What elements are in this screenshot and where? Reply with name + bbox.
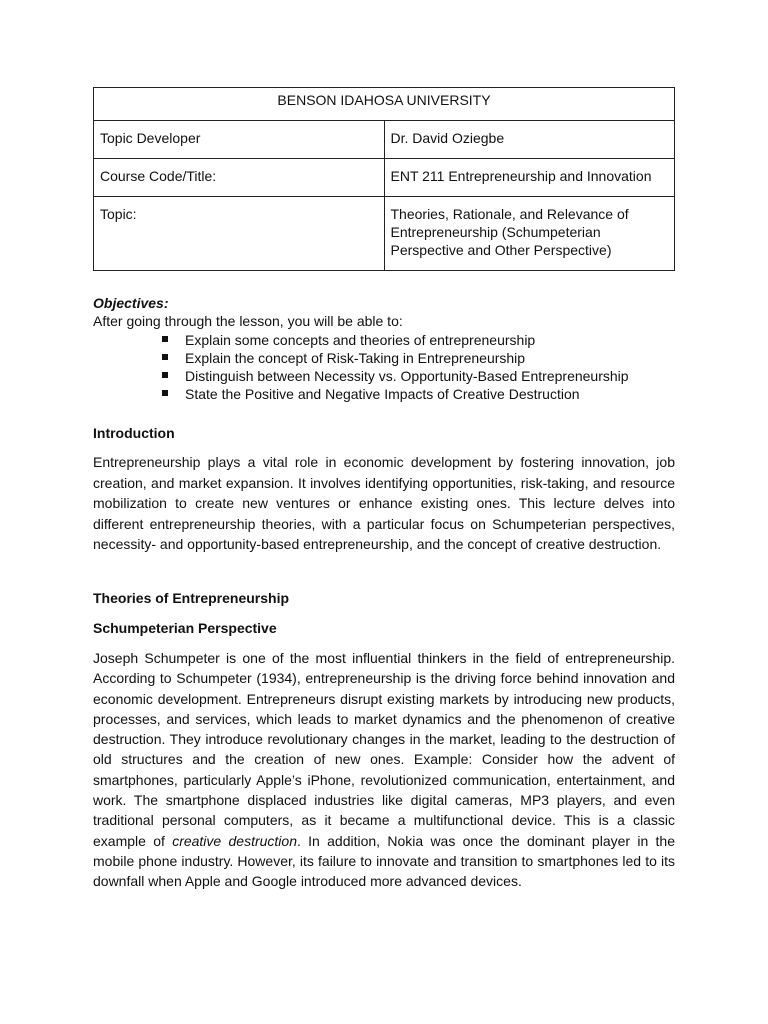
table-row-course (94, 159, 675, 197)
list-item (160, 385, 629, 403)
schumpeterian-paragraph (93, 648, 675, 892)
emphasis-text: creative destruction (172, 832, 297, 849)
university-name: BENSON IDAHOSA UNIVERSITY (94, 88, 675, 121)
list-item-text: Explain some concepts and theories of entrepreneurship (185, 332, 536, 348)
objectives-list (160, 331, 629, 403)
introduction-paragraph: Entrepreneurship plays a vital role in economic development by fostering innovation, job creation, and market expansion. It involves identifying opportunities, risk-taking, and resource mobilization to create new ventures or enhance existing ones. This lecture delves into different entrepreneurship theories, with a particular focus on Schumpeterian perspectives, necessity- and opportunity-based entrepreneurship, and the concept of creative destruction. (93, 454, 675, 552)
table-row-topic-developer (94, 121, 675, 159)
square-bullet-icon (162, 372, 168, 378)
square-bullet-icon (162, 336, 168, 342)
list-item (160, 349, 629, 367)
table-header-row (94, 88, 675, 121)
paragraph-text: Joseph Schumpeter is one of the most influential thinkers in the field of entrepreneurship. According to Schumpeter (1934), entrepreneurship is the driving force behind innovation and economic development. Entrepreneurs disrupt existing markets by introducing new products, processes, and services, which leads to market dynamics and the phenomenon of creative destruction. They introduce revolutionary changes in the market, leading to the destruction of old structures and the creation of new ones. Example: Consider how the advent of smartphones, particularly Apple’s iPhone, revolutionized communication, entertainment, and work. The smartphone displaced industries like digital cameras, MP3 players, and even traditional personal computers, as it became a multifunctional device. This is a classic example of (93, 650, 675, 849)
list-item-text: Explain the concept of Risk-Taking in Entrepreneurship (185, 350, 526, 366)
list-item (160, 367, 629, 385)
introduction-heading: Introduction (93, 425, 175, 441)
objectives-heading: Objectives: (93, 295, 169, 311)
row-label: Topic Developer (94, 121, 385, 159)
list-item (160, 331, 629, 349)
row-value: Dr. David Oziegbe (384, 121, 675, 159)
list-item-text: Distinguish between Necessity vs. Opportunity-Based Entrepreneurship (185, 368, 629, 384)
course-info-table (93, 87, 675, 271)
square-bullet-icon (162, 390, 168, 396)
paragraph-text: . In addition, Nokia was once the dominant player in the mobile phone industry. However, its failure to innovate and transition to smartphones led to its downfall when Apple and Google introduced more advanced devices. (93, 832, 675, 890)
row-label: Course Code/Title: (94, 159, 385, 197)
table-row-topic (94, 197, 675, 271)
row-value: ENT 211 Entrepreneurship and Innovation (384, 159, 675, 197)
row-value: Theories, Rationale, and Relevance of Entrepreneurship (Schumpeterian Perspective and Other Perspective) (384, 197, 675, 271)
schumpeterian-subheading: Schumpeterian Perspective (93, 620, 277, 636)
theories-heading: Theories of Entrepreneurship (93, 590, 290, 606)
list-item-text: State the Positive and Negative Impacts of Creative Destruction (185, 386, 580, 402)
square-bullet-icon (162, 354, 168, 360)
row-label: Topic: (94, 197, 385, 271)
objectives-intro: After going through the lesson, you will be able to: (93, 313, 403, 329)
